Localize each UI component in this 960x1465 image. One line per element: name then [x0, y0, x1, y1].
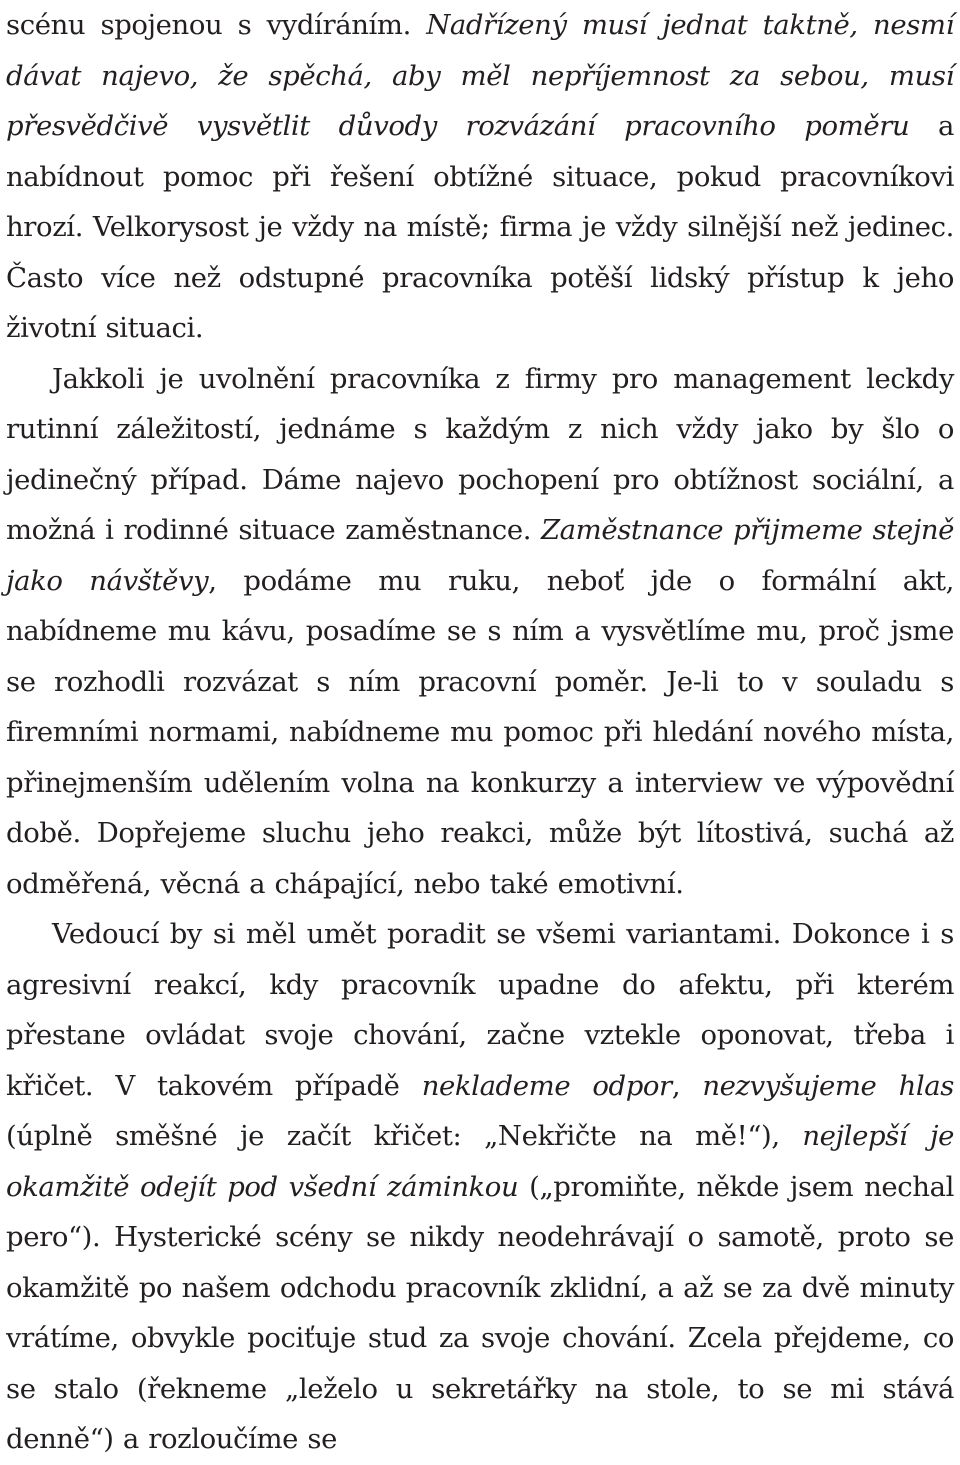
document-page [6, 0, 954, 1465]
text-segment: , podáme mu ruku, neboť jde o formální akt, nabídneme mu kávu, posadíme se s ním a vysvětlíme mu, proč jsme se rozhodli rozvázat s ním pracovní poměr. Je-li to v souladu s firemními normami, nabídneme mu pomoc při hledání nového místa, přinejmenším udělením volna na konkurzy a interview ve výpovědní době. Dopřejeme sluchu jeho reakci, může být lítostivá, suchá až odměřená, věcná a chápající, nebo také emotivní. [6, 564, 954, 900]
paragraph-1 [6, 0, 954, 354]
text-segment: („promiňte, někde jsem nechal pero“). Hysterické scény se nikdy neodehrávají o samotě, proto se okamžitě po našem odchodu pracovník zklidní, a až se za dvě minuty vrátíme, obvykle pociťuje stud za svoje chování. Zcela přejdeme, co se stalo (řekneme „leželo u sekretářky na stole, to se mi stává denně“) a rozloučíme se [6, 1170, 954, 1455]
text-segment: scénu spojenou s vydíráním. [6, 9, 427, 41]
italic-segment: Zaměstnance přijmeme stejně jako návštěvy [6, 514, 955, 597]
paragraph-3 [6, 909, 954, 1465]
italic-segment: Nadřízený musí jednat taktně, nesmí dávat najevo, že spěchá, aby měl nepříjemnost za sebou, musí přesvědčivě vysvětlit důvody rozvázání pracovního poměru [6, 9, 954, 142]
italic-segment: nezvyšujeme hlas [702, 1069, 954, 1102]
text-segment: (úplně směšné je začít křičet: „Nekřičte na mě!“), [6, 1120, 803, 1152]
text-segment: a nabídnout pomoc při řešení obtížné situace, pokud pracovníkovi hrozí. Velkorysost je vždy na místě; firma je vždy silnější než jedinec. Často více než odstupné pracovníka potěší lidský přístup k jeho životní situaci. [6, 110, 954, 344]
text-segment: Jakkoli je uvolnění pracovníka z firmy pro management leckdy rutinní záležitostí, jednáme s každým z nich vždy jako by šlo o jedinečný případ. Dáme najevo pochopení pro obtížnost sociální, a možná i rodinné situace zaměstnance. [6, 362, 954, 546]
paragraph-2 [6, 354, 954, 910]
text-segment: , [671, 1069, 703, 1102]
text-segment: Vedoucí by si měl umět poradit se všemi variantami. Dokonce i s agresivní reakcí, kdy pracovník upadne do afektu, při kterém přestane ovládat svoje chování, začne vztekle oponovat, třeba i křičet. V takovém případě [6, 918, 954, 1102]
italic-segment: nejlepší je okamžitě odejít pod všední záminkou [6, 1120, 954, 1203]
italic-segment: neklademe odpor [421, 1069, 672, 1102]
